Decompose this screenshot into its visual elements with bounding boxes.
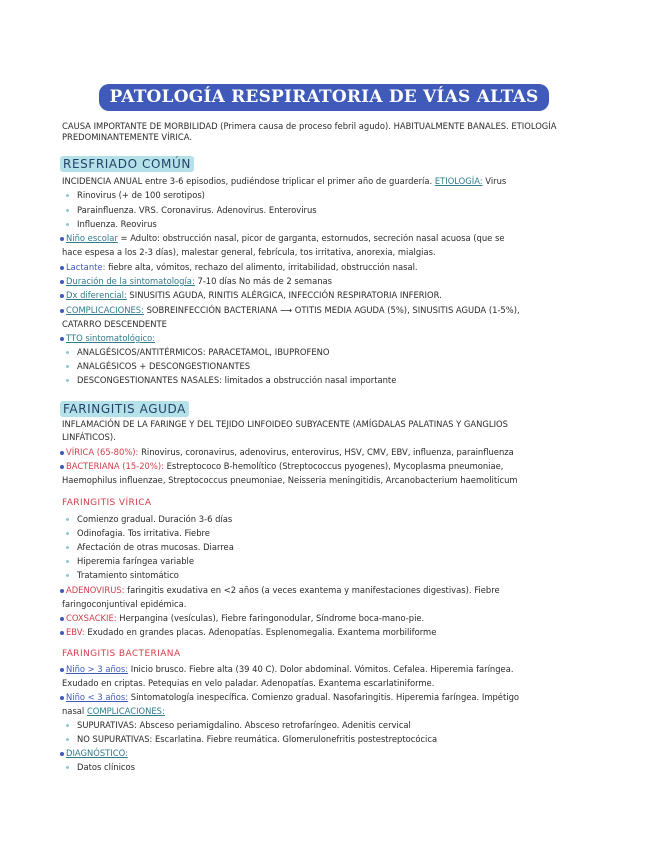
nino-mayor-text: Inicio brusco. Fiebre alta (39 40 C). Dolor abdominal. Vómitos. Cefalea. Hiperemia faríngea.: [130, 664, 514, 674]
virica-label: VÍRICA (65-80%):: [66, 447, 139, 457]
list-item-virica: [66, 570, 179, 581]
list-item-text: Hiperemia faríngea variable: [77, 556, 194, 566]
bullet-circle-icon: [66, 724, 69, 727]
adenovirus-line2: faringoconjuntival epidémica.: [62, 599, 187, 609]
subheading-faringitis-virica: FARINGITIS VÍRICA: [62, 498, 152, 508]
list-item-text: Datos clínicos: [77, 762, 135, 772]
ebv-label: EBV:: [66, 627, 85, 637]
bullet-dot-icon: [60, 294, 64, 298]
bullet-circle-icon: [66, 379, 69, 382]
bullet-dot-icon: [60, 465, 64, 469]
bullet-dot-icon: [60, 668, 64, 672]
nino-mayor-label: Niño > 3 años:: [66, 664, 129, 674]
list-item-text: DESCONGESTIONANTES NASALES: limitados a obstrucción nasal importante: [77, 375, 397, 385]
nino-mayor-line2: Exudado en criptas. Petequias en velo paladar. Adenopatías. Exantema escarlatiniforme.: [62, 678, 435, 688]
bullet-circle-icon: [66, 365, 69, 368]
bullet-circle-icon: [66, 546, 69, 549]
list-item-virica: [66, 528, 210, 539]
section-heading-faringitis: FARINGITIS AGUDA: [60, 401, 189, 417]
dx-text: SINUSITIS AGUDA, RINITIS ALÉRGICA, INFECCIÓN RESPIRATORIA INFERIOR.: [129, 290, 442, 300]
list-item-diagnostico: [66, 762, 135, 773]
lactante-line: [60, 262, 418, 273]
bullet-circle-icon: [66, 209, 69, 212]
incidencia-text: INCIDENCIA ANUAL entre 3-6 episodios, pudiéndose triplicar el primer año de guardería.: [62, 176, 433, 186]
list-item-text: NO SUPURATIVAS: Escarlatina. Fiebre reumática. Glomerulonefritis postestreptocócica: [77, 734, 438, 744]
incidencia-line: [62, 176, 506, 187]
nino-text: = Adulto: obstrucción nasal, picor de garganta, estornudos, secreción nasal acuosa (que se: [120, 233, 505, 243]
list-item-text: SUPURATIVAS: Absceso periamigdalino. Absceso retrofaríngeo. Adenitis cervical: [77, 720, 411, 730]
list-item-tto: [66, 347, 330, 358]
faringitis-def: INFLAMACIÓN DE LA FARINGE Y DEL TEJIDO LINFOIDEO SUBYACENTE (AMÍGDALAS PALATINAS Y GANGLIOS: [62, 419, 508, 429]
etiologia-value: Virus: [485, 176, 507, 186]
bullet-dot-icon: [60, 266, 64, 270]
list-item-virus: [66, 205, 317, 216]
list-item-text: Parainfluenza. VRS. Coronavirus. Adenovirus. Enterovirus: [77, 205, 317, 215]
bullet-dot-icon: [60, 617, 64, 621]
tto-label: TTO sintomatológico:: [66, 333, 156, 343]
section-heading-resfriado: RESFRIADO COMÚN: [60, 156, 194, 172]
list-item-complicaciones: [66, 720, 411, 731]
bacteriana-line: [60, 461, 503, 472]
list-item-virus: [66, 190, 205, 201]
page-title: PATOLOGÍA RESPIRATORIA DE VÍAS ALTAS: [99, 84, 548, 111]
adenovirus-line: [60, 585, 500, 596]
bullet-dot-icon: [60, 589, 64, 593]
bullet-circle-icon: [66, 560, 69, 563]
bullet-dot-icon: [60, 337, 64, 341]
bullet-dot-icon: [60, 752, 64, 756]
nino-menor-text2: nasal: [62, 706, 85, 716]
duracion-line: [60, 276, 332, 287]
virica-text: Rinovirus, coronavirus, adenovirus, enterovirus, HSV, CMV, EBV, influenza, parainfluenza: [141, 447, 514, 457]
list-item-text: Tratamiento sintomático: [77, 570, 179, 580]
list-item-text: ANALGÉSICOS/ANTITÉRMICOS: PARACETAMOL, IBUPROFENO: [77, 347, 330, 357]
intro-text: CAUSA IMPORTANTE DE MORBILIDAD (Primera causa de proceso febril agudo). HABITUALMENTE BANALES. ETIOLOGÍA PREDOMINANTEMENTE VÍRICA.: [62, 121, 557, 142]
list-item-complicaciones: [66, 734, 437, 745]
lactante-text: fiebre alta, vómitos, rechazo del alimento, irritabilidad, obstrucción nasal.: [108, 262, 418, 272]
bullet-dot-icon: [60, 237, 64, 241]
etiologia-label: ETIOLOGÍA:: [434, 176, 483, 186]
duracion-text: 7-10 días No más de 2 semanas: [197, 276, 333, 286]
list-item-text: Rinovirus (+ de 100 serotipos): [77, 190, 205, 200]
duracion-label: Duración de la sintomatología:: [66, 276, 195, 286]
list-item-text: ANALGÉSICOS + DESCONGESTIONANTES: [77, 361, 251, 371]
list-item-tto: [66, 375, 396, 386]
bullet-circle-icon: [66, 766, 69, 769]
ebv-text: Exudado en grandes placas. Adenopatías. Esplenomegalia. Exantema morbiliforme: [87, 627, 437, 637]
tto-line: [60, 333, 155, 344]
bullet-circle-icon: [66, 223, 69, 226]
bullet-circle-icon: [66, 351, 69, 354]
bullet-dot-icon: [60, 309, 64, 313]
complicaciones-text: SOBREINFECCIÓN BACTERIANA ⟶ OTITIS MEDIA AGUDA (5%), SINUSITIS AGUDA (1-5%),: [146, 305, 520, 315]
bullet-circle-icon: [66, 194, 69, 197]
complicaciones-label: COMPLICACIONES:: [66, 305, 144, 315]
diagnostico-label: DIAGNÓSTICO:: [66, 748, 128, 758]
list-item-virica: [66, 556, 194, 567]
bullet-circle-icon: [66, 518, 69, 521]
dx-label: Dx diferencial:: [66, 290, 127, 300]
nino-menor-text: Sintomatología inespecífica. Comienzo gradual. Nasofaringitis. Hiperemia faríngea. Impétigo: [130, 692, 520, 702]
bacteriana-label: BACTERIANA (15-20%):: [66, 461, 164, 471]
coxsackie-label: COXSACKIE:: [66, 613, 117, 623]
complicaciones-label-faringitis: COMPLICACIONES:: [86, 706, 165, 716]
bullet-circle-icon: [66, 532, 69, 535]
adenovirus-label: ADENOVIRUS:: [66, 585, 125, 595]
nino-mayor-line: [60, 664, 514, 675]
nino-menor-line: [60, 692, 519, 703]
nino-label: Niño escolar: [66, 233, 118, 243]
nino-menor-line2: [62, 706, 165, 717]
adenovirus-text: faringitis exudativa en <2 años (a veces exantema y manifestaciones digestivas). Fiebre: [127, 585, 500, 595]
faringitis-def2: LINFÁTICOS).: [62, 432, 116, 442]
list-item-virus: [66, 219, 157, 230]
complicaciones-line: [60, 305, 520, 316]
bacteriana-line2: Haemophilus influenzae, Streptococcus pneumoniae, Neisseria meningitidis, Arcanobacterium haemoliticum: [62, 475, 518, 485]
nino-escolar-line2: hace espesa a los 2-3 días), malestar general, febrícula, tos irritativa, anorexia, mialgias.: [62, 247, 436, 257]
bullet-circle-icon: [66, 738, 69, 741]
virica-line: [60, 447, 514, 458]
bullet-dot-icon: [60, 631, 64, 635]
bullet-dot-icon: [60, 451, 64, 455]
lactante-label: Lactante:: [66, 262, 106, 272]
title-wrap: [0, 84, 648, 111]
coxsackie-text: Herpangina (vesículas), Fiebre faringonodular, Síndrome boca-mano-pie.: [119, 613, 425, 623]
bullet-circle-icon: [66, 574, 69, 577]
nino-menor-label: Niño < 3 años:: [66, 692, 129, 702]
list-item-text: Comienzo gradual. Duración 3-6 días: [77, 514, 233, 524]
list-item-text: Odinofagia. Tos irritativa. Fiebre: [77, 528, 210, 538]
complicaciones-line2: CATARRO DESCENDENTE: [62, 319, 167, 329]
subheading-faringitis-bacteriana: FARINGITIS BACTERIANA: [62, 649, 181, 659]
list-item-text: Influenza. Reovirus: [77, 219, 157, 229]
list-item-virica: [66, 542, 234, 553]
bacteriana-text: Estreptococo B-hemolítico (Streptococcus pyogenes), Mycoplasma pneumoniae,: [166, 461, 504, 471]
list-item-tto: [66, 361, 250, 372]
list-item-text: Afectación de otras mucosas. Diarrea: [77, 542, 234, 552]
ebv-line: [60, 627, 436, 638]
dx-line: [60, 290, 442, 301]
diagnostico-line: [60, 748, 128, 759]
bullet-dot-icon: [60, 696, 64, 700]
bullet-dot-icon: [60, 280, 64, 284]
list-item-virica: [66, 514, 232, 525]
nino-escolar-line: [60, 233, 505, 244]
coxsackie-line: [60, 613, 424, 624]
